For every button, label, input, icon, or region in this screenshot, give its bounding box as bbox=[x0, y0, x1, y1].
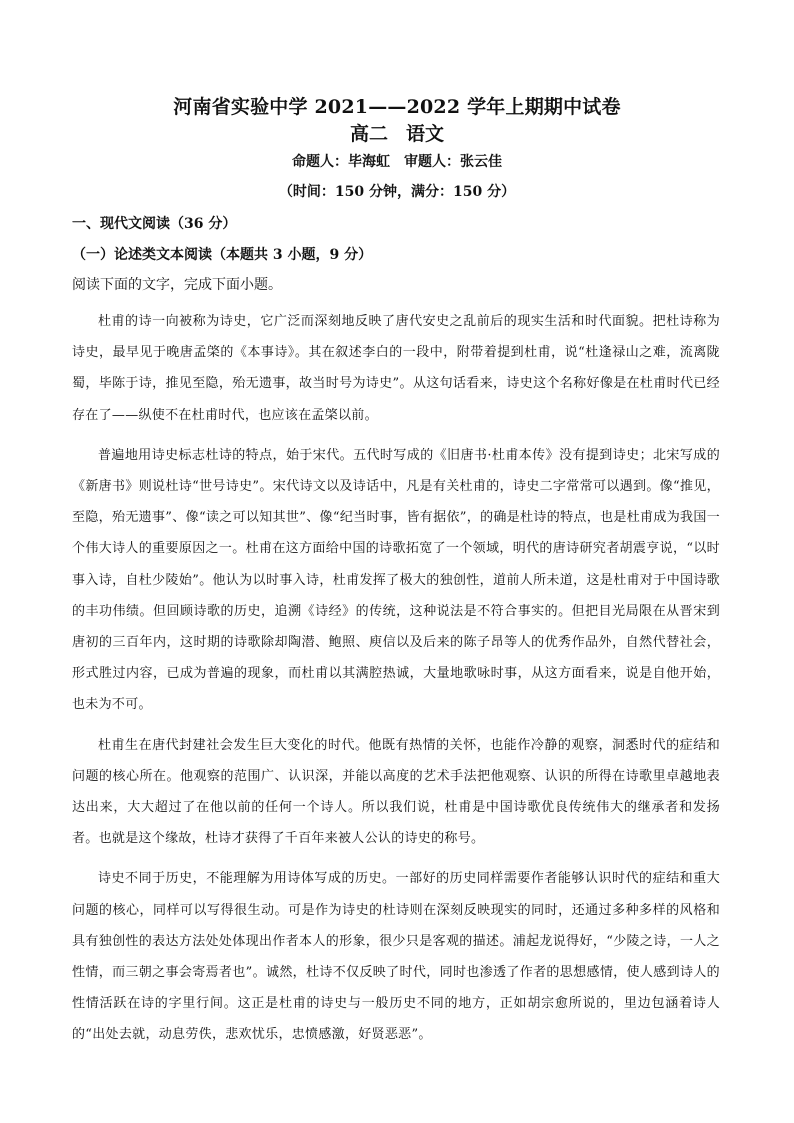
section-heading: 一、现代文阅读（36 分） bbox=[72, 216, 237, 232]
exam-title: 河南省实验中学 2021——2022 学年上期期中试卷 bbox=[173, 96, 621, 118]
exam-time-score: （时间：150 分钟，满分：150 分） bbox=[278, 184, 516, 200]
passage-paragraph: 杜甫生在唐代封建社会发生巨大变化的时代。他既有热情的关怀，也能作冷静的观察，洞悉时代的症结和问题的核心所在。他观察的范围广、认识深，并能以高度的艺术手法把他观察、认识的所得在诗歌里卓越地表达出来，大大超过了在他以前的任何一个诗人。所以我们说，杜甫是中国诗歌优良传统伟大的继承者和发扬者。也就是这个缘故，杜诗才获得了千百年来被人公认的诗史的称号。 bbox=[72, 737, 720, 847]
exam-authors: 命题人：毕海虹 审题人：张云佳 bbox=[292, 154, 502, 170]
passage-body bbox=[72, 306, 720, 1060]
exam-subject bbox=[0, 119, 794, 146]
passage-paragraph: 诗史不同于历史，不能理解为用诗体写成的历史。一部好的历史同样需要作者能够认识时代的症结和重大问题的核心，同样可以写得很生动。可是作为诗史的杜诗则在深刻反映现实的同时，还通过多种多样的风格和具有独创性的表达方法处处体现出作者本人的形象，很少只是客观的描述。浦起龙说得好，“少陵之诗，一人之性情，而三朝之事会寄焉者也”。诚然，杜诗不仅反映了时代，同时也渗透了作者的思想感情，使人感到诗人的性情活跃在诗的字里行间。这正是杜甫的诗史与一般历史不同的地方，正如胡宗愈所说的，里边包涵着诗人的“出处去就，动息劳佚，悲欢忧乐，忠愤感激，好贤恶恶”。 bbox=[72, 871, 720, 1043]
passage-paragraph: 杜甫的诗一向被称为诗史，它广泛而深刻地反映了唐代安史之乱前后的现实生活和时代面貌。把杜诗称为诗史，最早见于晚唐孟棨的《本事诗》。其在叙述李白的一段中，附带着提到杜甫，说“杜逢禄山之难，流离陇蜀，毕陈于诗，推见至隐，殆无遗事，故当时号为诗史”。从这句话看来，诗史这个名称好像是在杜甫时代已经存在了——纵使不在杜甫时代，也应该在孟棨以前。 bbox=[72, 314, 720, 423]
subject-name: 语文 bbox=[406, 123, 445, 145]
passage-paragraph: 普遍地用诗史标志杜诗的特点，始于宋代。五代时写成的《旧唐书·杜甫本传》没有提到诗史；北宋写成的《新唐书》则说杜诗“世号诗史”。宋代诗文以及诗话中，凡是有关杜甫的，诗史二字常常可以遇到。像“推见，至隐，殆无遗事”、像“读之可以知其世”、像“纪当时事，皆有据依”，的确是杜诗的特点，也是杜甫成为我国一个伟大诗人的重要原因之一。杜甫在这方面给中国的诗歌拓宽了一个领域，明代的唐诗研究者胡震亨说，“以时事入诗，自杜少陵始”。他认为以时事入诗，杜甫发挥了极大的独创性，道前人所未道，这是杜甫对于中国诗歌的丰功伟绩。但回顾诗歌的历史，追溯《诗经》的传统，这种说法是不符合事实的。但把目光局限在从晋宋到唐初的三百年内，这时期的诗歌除却陶潜、鲍照、庾信以及后来的陈子昂等人的优秀作品外，自然代替社会，形式胜过内容，已成为普遍的现象，而杜甫以其满腔热诚，大量地歌咏时事，从这方面看来，说是自他开始，也未为不可。 bbox=[72, 447, 720, 713]
subject-grade: 高二 bbox=[349, 123, 388, 145]
section-subheading: （一）论述类文本阅读（本题共 3 小题，9 分） bbox=[72, 247, 373, 263]
reading-instruction: 阅读下面的文字，完成下面小题。 bbox=[72, 277, 282, 293]
